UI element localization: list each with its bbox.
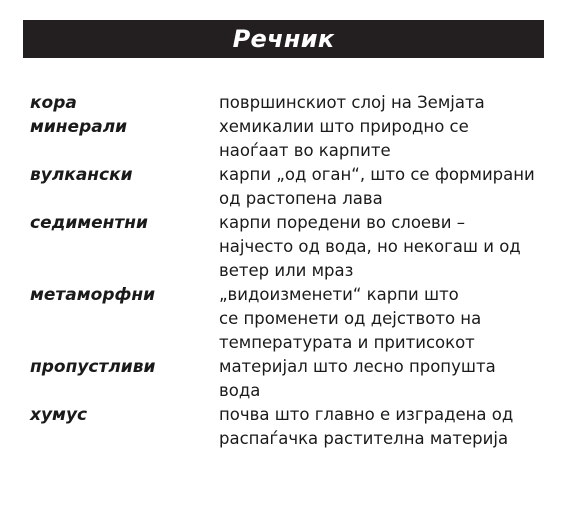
glossary-definition bbox=[219, 163, 540, 211]
definition-line: најчесто од вода, но некогаш и од bbox=[219, 237, 521, 256]
definition-line: наоѓаат во карпите bbox=[219, 141, 391, 160]
glossary-entry-minerali bbox=[30, 115, 540, 163]
glossary-list bbox=[30, 91, 540, 451]
definition-line: се променети од дејството на bbox=[219, 309, 482, 328]
glossary-term: вулкански bbox=[30, 165, 133, 185]
definition-line: од растопена лава bbox=[219, 189, 383, 208]
definition-line: температурата и притисокот bbox=[219, 333, 475, 352]
definition-line: почва што главно е изградена од bbox=[219, 405, 514, 424]
glossary-term: метаморфни bbox=[30, 285, 156, 305]
glossary-term: седиментни bbox=[30, 213, 148, 233]
glossary-term: пропустливи bbox=[30, 357, 156, 377]
glossary-term: хумус bbox=[30, 405, 88, 425]
glossary-entry-propustlivi bbox=[30, 355, 540, 403]
glossary-entry-humus bbox=[30, 403, 540, 451]
glossary-entry-vulkanski bbox=[30, 163, 540, 211]
glossary-title: Речник bbox=[232, 25, 335, 53]
definition-line: карпи „од оган“, што се формирани bbox=[219, 165, 535, 184]
definition-line: површинскиот слој на Земјата bbox=[219, 93, 485, 112]
definition-line: карпи поредени во слоеви – bbox=[219, 213, 466, 232]
definition-line: ветер или мраз bbox=[219, 261, 354, 280]
glossary-definition bbox=[219, 283, 540, 355]
glossary-term: минерали bbox=[30, 117, 128, 137]
glossary-entry-metamorfni bbox=[30, 283, 540, 355]
glossary-term: кора bbox=[30, 93, 77, 113]
glossary-definition bbox=[219, 211, 540, 283]
glossary-definition bbox=[219, 115, 540, 163]
glossary-entry-kora bbox=[30, 91, 540, 115]
glossary-definition bbox=[219, 355, 540, 403]
definition-line: материјал што лесно пропушта bbox=[219, 357, 496, 376]
glossary-definition bbox=[219, 91, 540, 115]
glossary-entry-sedimentni bbox=[30, 211, 540, 283]
definition-line: хемикалии што природно се bbox=[219, 117, 469, 136]
definition-line: распаѓачка растителна материја bbox=[219, 429, 509, 448]
glossary-header-bar bbox=[23, 20, 544, 58]
definition-line: вода bbox=[219, 381, 261, 400]
glossary-definition bbox=[219, 403, 540, 451]
definition-line: „видоизменети“ карпи што bbox=[219, 285, 459, 304]
